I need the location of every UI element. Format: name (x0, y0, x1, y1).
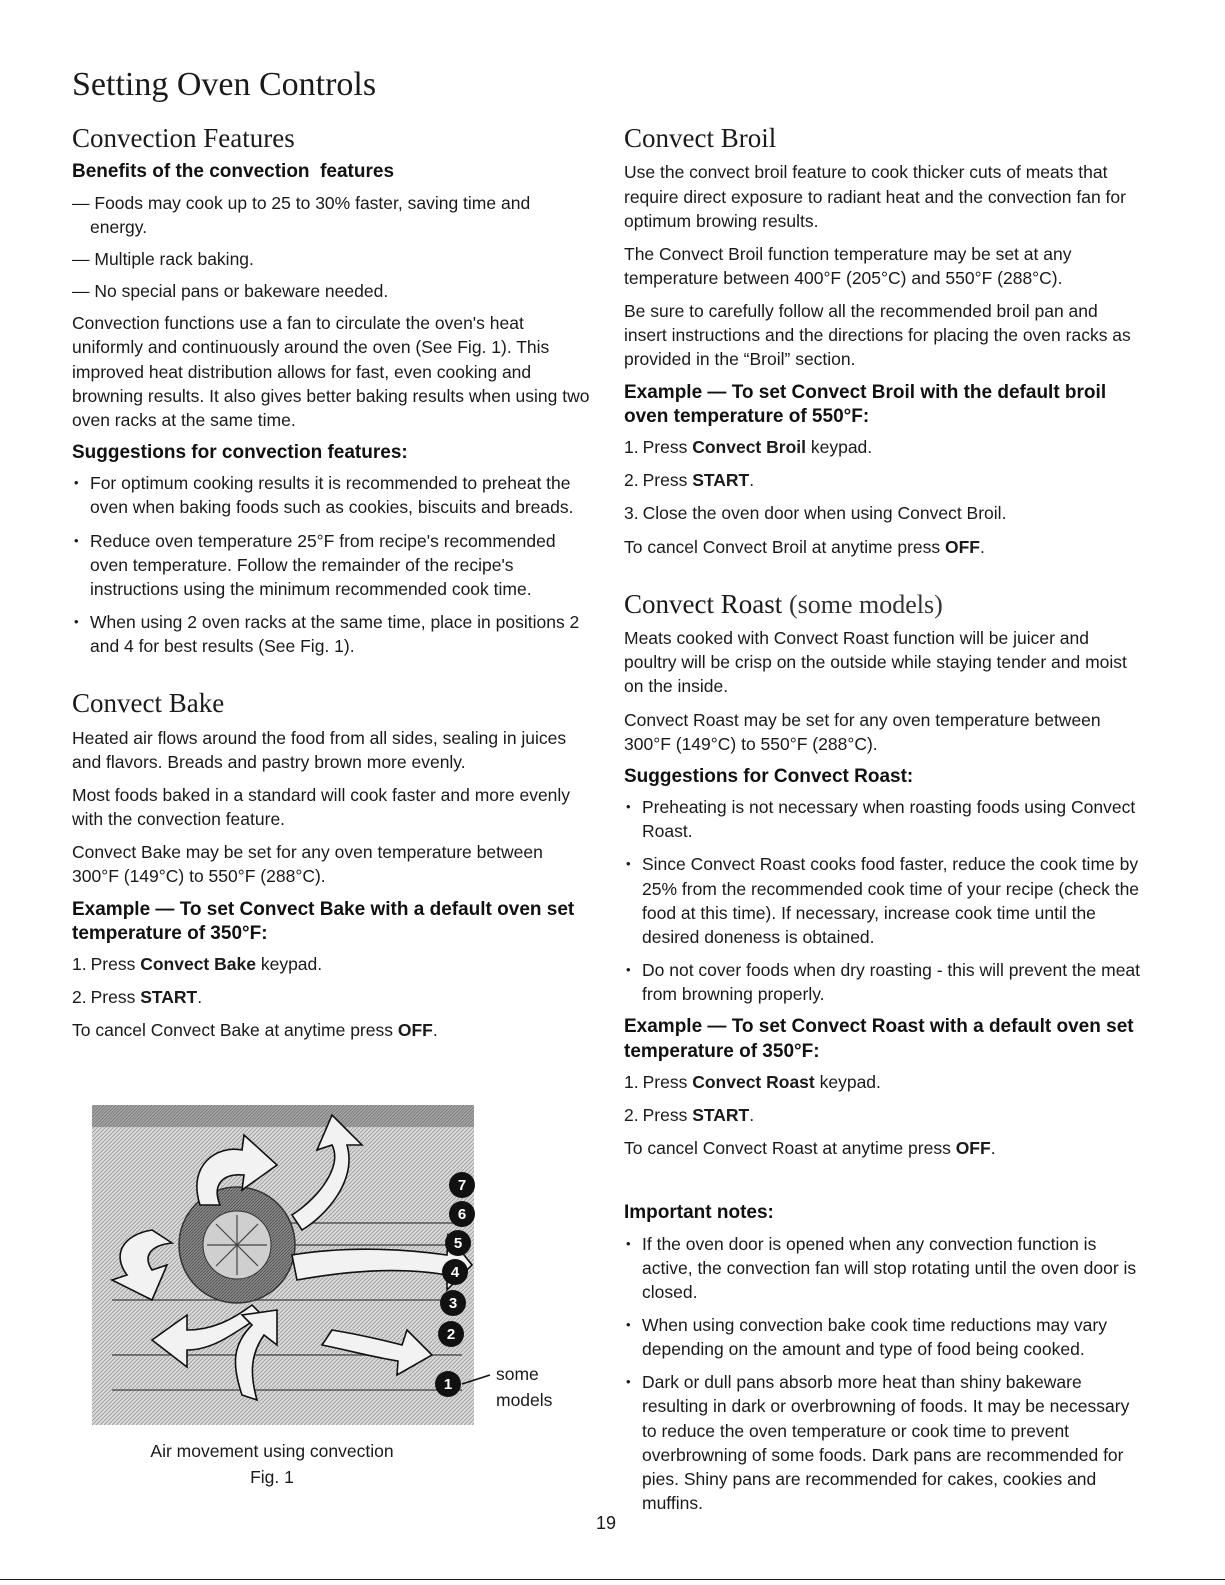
step-text: keypad. (806, 437, 873, 458)
convect-broil-steps (624, 435, 1144, 525)
convect-broil-paragraph: Be sure to carefully follow all the recommended broil pan and insert instructions and the directions for placing the oven racks as provided in the “Broil” section. (624, 301, 1131, 370)
step-text: . (749, 470, 755, 491)
step-number: 3. (624, 503, 639, 524)
keypad-name: OFF (955, 1138, 991, 1159)
convect-roast-paragraph: Convect Roast may be set for any oven temperature between 300°F (149°C) to 550°F (288°C). (624, 709, 1101, 754)
rack-position-5: 5 (453, 1235, 463, 1252)
step-number: 2. (72, 987, 87, 1008)
suggestion-item: • Since Convect Roast cooks food faster, reduce the cook time by 25% from the recommended cook time of your recipe (check the food at this time). If necessary, increase cook time until the desired doneness is obtained. (624, 852, 1144, 949)
note-item: • When using convection bake cook time reductions may vary depending on the amount and type of food being cooked. (624, 1313, 1144, 1361)
convect-bake-paragraph: Most foods baked in a standard will cook faster and more evenly with the convection feature. (72, 784, 571, 830)
step-text: . (197, 987, 203, 1008)
keypad-name: START (140, 987, 198, 1008)
convect-bake-example-heading: Example — To set Convect Bake with a default oven set temperature of 350°F: (72, 898, 575, 944)
rack-position-7: 7 (457, 1177, 467, 1194)
step-text: Press (642, 470, 693, 491)
convect-broil-cancel (624, 535, 1144, 559)
convect-roast-note: (some models) (788, 589, 943, 619)
benefits-heading: Benefits of the convection features (72, 161, 395, 183)
keypad-name: OFF (397, 1020, 433, 1041)
step-item (72, 985, 592, 1009)
keypad-name: START (692, 470, 750, 491)
step-item (624, 501, 1144, 525)
benefit-item: — Multiple rack baking. (72, 247, 592, 271)
cancel-text: To cancel Convect Broil at anytime press (624, 536, 945, 557)
step-text: Press (642, 1105, 693, 1125)
step-text: keypad. (255, 954, 323, 975)
suggestion-item: • When using 2 oven racks at the same time, place in positions 2 and 4 for best results (See Fig. 1). (72, 610, 592, 658)
cancel-text: . (979, 536, 985, 557)
cancel-text: . (990, 1138, 996, 1159)
right-column (624, 122, 1144, 1524)
benefit-item: — No special pans or bakeware needed. (72, 279, 592, 303)
important-notes-heading: Important notes: (624, 1202, 774, 1224)
suggestion-item: • Reduce oven temperature 25°F from recipe's recommended oven temperature. Follow the remainder of the recipe's instructions using the minimum recommended cook time. (72, 529, 592, 601)
oven-interior-illustration (92, 1105, 562, 1425)
convect-bake-steps (72, 952, 592, 1009)
benefit-item: — Foods may cook up to 25 to 30% faster, saving time and energy. (72, 191, 592, 239)
figure-caption-text: Air movement using convection (150, 1441, 394, 1461)
some-models-label: some models (496, 1364, 553, 1411)
keypad-name: Convect Bake (140, 954, 256, 975)
rack-position-2: 2 (446, 1326, 456, 1343)
step-item (624, 1070, 1144, 1094)
page-title: Setting Oven Controls (72, 66, 377, 103)
convect-roast-title: Convect Roast (624, 588, 783, 619)
step-text: Press (90, 987, 141, 1008)
convect-broil-heading: Convect Broil (624, 123, 777, 153)
suggestion-item: • Do not cover foods when dry roasting - this will prevent the meat from browning properly. (624, 958, 1144, 1006)
keypad-name: Convect Broil (692, 437, 806, 458)
keypad-name: Convect Roast (692, 1071, 815, 1092)
keypad-name: OFF (944, 536, 980, 557)
convect-broil-paragraph: Use the convect broil feature to cook thicker cuts of meats that require direct exposure to radiant heat and the convection fan for optimum browing results. (624, 162, 1126, 231)
rack-position-1: 1 (443, 1376, 453, 1393)
step-text: Press (642, 1071, 693, 1092)
convect-roast-suggestions-list (624, 795, 1144, 1006)
convect-bake-paragraph: Heated air flows around the food from all sides, sealing in juices and flavors. Breads and pastry brown more evenly. (72, 727, 567, 772)
rack-position-4: 4 (450, 1264, 460, 1281)
note-item: • Dark or dull pans absorb more heat than shiny bakeware resulting in dark or overbrowning of foods. It may be necessary to reduce the oven temperature or cook time to prevent overbrowning of some foods. Dark pans are recommended for pies. Shiny pans are recommended for cakes, cookies and muffins. (624, 1370, 1144, 1515)
convection-features-heading: Convection Features (72, 123, 295, 153)
rack-position-6: 6 (457, 1206, 467, 1223)
suggestion-item: • Preheating is not necessary when roasting foods using Convect Roast. (624, 795, 1144, 843)
convect-roast-steps (624, 1070, 1144, 1127)
step-item (624, 435, 1144, 459)
convect-bake-cancel (72, 1018, 592, 1042)
cancel-text: To cancel Convect Bake at anytime press (72, 1020, 398, 1041)
step-number: 1. (624, 437, 639, 458)
step-number: 2. (624, 1105, 639, 1125)
convect-roast-example-heading: Example — To set Convect Roast with a default oven set temperature of 350°F: (624, 1016, 1134, 1062)
keypad-name: START (692, 1105, 750, 1125)
important-notes-list (624, 1232, 1144, 1516)
step-number: 2. (624, 470, 639, 491)
figure-label: Fig. 1 (250, 1467, 294, 1488)
step-item (72, 952, 592, 976)
convect-broil-example-heading: Example — To set Convect Broil with the default broil oven temperature of 550°F: (624, 381, 1107, 427)
left-column (72, 122, 592, 1052)
convection-intro: Convection functions use a fan to circulate the oven's heat uniformly and continuously around the oven (See Fig. 1). This improved heat distribution allows for fast, even cooking and browning results. It also gives better baking results when using two oven racks at the same time. (72, 313, 590, 430)
step-text: keypad. (814, 1071, 881, 1092)
step-text: Press (642, 437, 693, 458)
convect-bake-heading: Convect Bake (72, 688, 225, 719)
step-text: Press (90, 954, 141, 975)
convection-suggestions-list (72, 471, 592, 658)
rack-position-3: 3 (448, 1295, 458, 1312)
cancel-text: To cancel Convect Roast at anytime press (624, 1138, 956, 1159)
convect-roast-cancel (624, 1136, 1144, 1160)
step-number: 1. (624, 1071, 639, 1092)
page-number: 19 (596, 1513, 617, 1533)
step-item (624, 468, 1144, 492)
step-item (624, 1103, 1144, 1127)
convect-roast-suggestions-heading: Suggestions for Convect Roast: (624, 765, 914, 787)
convect-roast-heading (624, 588, 1144, 620)
convect-roast-paragraph: Meats cooked with Convect Roast function will be juicer and poultry will be crisp on the outside while staying tender and moist on the inside. (624, 628, 1127, 697)
figure-caption (72, 1438, 472, 1491)
step-number: 1. (72, 954, 87, 975)
oven-convection-figure (92, 1105, 562, 1425)
step-text: . (749, 1105, 755, 1125)
bottom-divider (0, 1579, 1225, 1580)
convect-bake-paragraph: Convect Bake may be set for any oven temperature between 300°F (149°C) to 550°F (288°C). (72, 842, 543, 887)
benefits-list (72, 191, 592, 304)
convect-broil-paragraph: The Convect Broil function temperature may be set at any temperature between 400°F (205°C) and 550°F (288°C). (624, 243, 1072, 288)
convection-suggestions-heading: Suggestions for convection features: (72, 441, 408, 463)
suggestion-item: • For optimum cooking results it is recommended to preheat the oven when baking foods such as cookies, biscuits and breads. (72, 471, 592, 519)
note-item: • If the oven door is opened when any convection function is active, the convection fan will stop rotating until the oven door is closed. (624, 1232, 1144, 1304)
cancel-text: . (432, 1020, 438, 1041)
step-text: Close the oven door when using Convect Broil. (642, 503, 1007, 524)
